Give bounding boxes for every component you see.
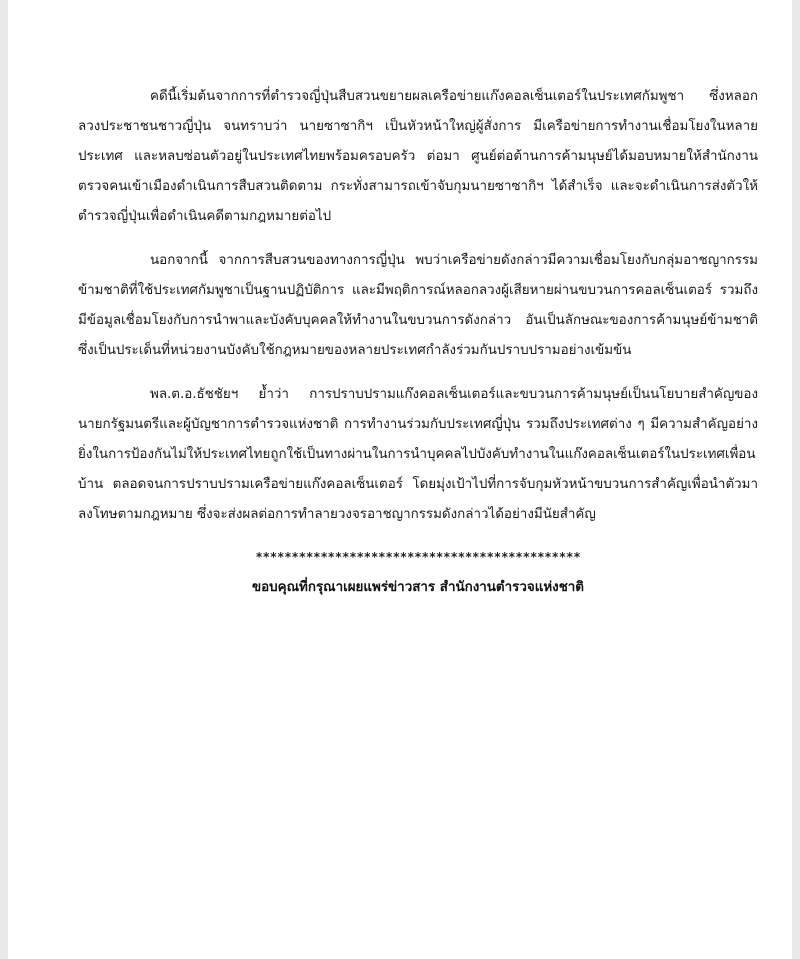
paragraph-1: คดีนี้เริ่มต้นจากการที่ตำรวจญี่ปุ่นสืบสวนขยายผลเครือข่ายแก๊งคอลเซ็นเตอร์ในประเทศกัมพูชา ซึ่งหลอกลวงประชาชนชาวญี่ปุ่น จนทราบว่า นายซาซากิฯ เป็นหัวหน้าใหญ่ผู้สั่งการ มีเครือข่ายการทำงานเชื่อมโยงในหลายประเทศ และหลบซ่อนตัวอยู่ในประเทศไทยพร้อมครอบครัว ต่อมา ศูนย์ต่อต้านการค้ามนุษย์ได้มอบหมายให้สำนักงานตรวจคนเข้าเมืองดำเนินการสืบสวนติดตาม กระทั่งสามารถเข้าจับกุมนายซาซากิฯ ได้สำเร็จ และจะดำเนินการส่งตัวให้ตำรวจญี่ปุ่นเพื่อดำเนินคดีตามกฎหมายต่อไป (78, 89, 758, 224)
closing-line: ขอบคุณที่กรุณาเผยแพร่ข่าวสาร สำนักงานตำรวจแห่งชาติ (251, 579, 585, 595)
document-page (8, 0, 792, 959)
separator-line: ********************************************* (255, 550, 581, 564)
paragraph-3: พล.ต.อ.ธัชชัยฯ ย้ำว่า การปราบปรามแก๊งคอลเซ็นเตอร์และขบวนการค้ามนุษย์เป็นนโยบายสำคัญของนายกรัฐมนตรีและผู้บัญชาการตำรวจแห่งชาติ การทำงานร่วมกับประเทศญี่ปุ่น รวมถึงประเทศต่าง ๆ มีความสำคัญอย่างยิ่งในการป้องกันไม่ให้ประเทศไทยถูกใช้เป็นทางผ่านในการนำบุคคลไปบังคับทำงานในแก๊งคอลเซ็นเตอร์ในประเทศเพื่อนบ้าน ตลอดจนการปราบปรามเครือข่ายแก๊งคอลเซ็นเตอร์ โดยมุ่งเป้าไปที่การจับกุมหัวหน้าขบวนการสำคัญเพื่อนำตัวมาลงโทษตามกฎหมาย ซึ่งจะส่งผลต่อการทำลายวงจรอาชญากรรมดังกล่าวได้อย่างมีนัยสำคัญ (78, 387, 758, 522)
paragraph-2: นอกจากนี้ จากการสืบสวนของทางการญี่ปุ่น พบว่าเครือข่ายดังกล่าวมีความเชื่อมโยงกับกลุ่มอาชญากรรมข้ามชาติที่ใช้ประเทศกัมพูชาเป็นฐานปฏิบัติการ และมีพฤติการณ์หลอกลวงผู้เสียหายผ่านขบวนการคอลเซ็นเตอร์ รวมถึงมีข้อมูลเชื่อมโยงกับการนำพาและบังคับบุคคลให้ทำงานในขบวนการดังกล่าว อันเป็นลักษณะของการค้ามนุษย์ข้ามชาติ ซึ่งเป็นประเด็นที่หน่วยงานบังคับใช้กฎหมายของหลายประเทศกำลังร่วมกันปราบปรามอย่างเข้มข้น (78, 253, 758, 358)
document-body (78, 82, 758, 598)
